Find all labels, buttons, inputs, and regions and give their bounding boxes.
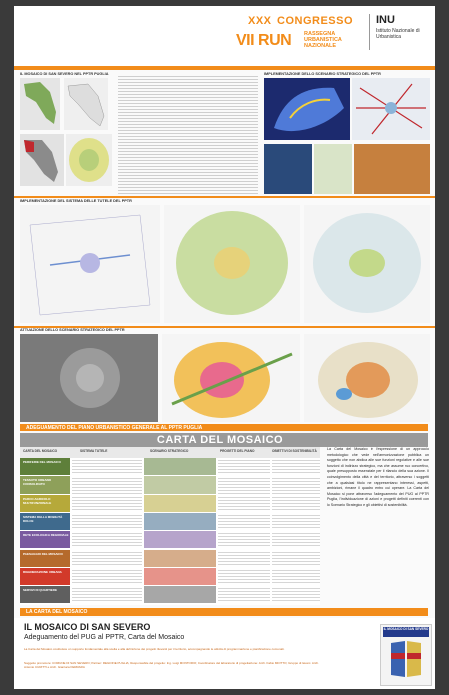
logo-vii-run: VII RUN: [236, 32, 292, 49]
table-header-3: SCENARIO STRATEGICO: [150, 449, 189, 453]
strategic-map-blue: [264, 78, 350, 140]
row-cell: [272, 568, 320, 585]
tutele-map-3: [304, 205, 430, 323]
row-cell: [72, 568, 142, 585]
row-cell: [144, 458, 216, 475]
table-row: [20, 458, 320, 475]
row-cell: [272, 513, 320, 530]
table-row: [20, 513, 320, 530]
row-cell: [144, 531, 216, 548]
row-cell: [218, 568, 270, 585]
bottom-panel: [14, 618, 435, 689]
row-cell: [272, 531, 320, 548]
table-row: [20, 495, 320, 512]
row-cell: [144, 476, 216, 493]
row-cell: [72, 586, 142, 603]
row-cell: [72, 458, 142, 475]
strategic-map-dark: [264, 144, 312, 194]
mosaico-map-yellow: [66, 134, 112, 186]
row-label: PAESAGGIO DEL MOSAICO: [23, 551, 63, 556]
table-header-2: SISTEMA TUTELE: [80, 449, 108, 453]
row-label-cell: [20, 495, 70, 512]
aerial-photo: [20, 334, 158, 422]
row-label-cell: [20, 513, 70, 530]
carta-table: [20, 447, 320, 605]
strategic-map-colored: [162, 334, 300, 422]
carta-title-band: [20, 433, 428, 447]
section-title-adeguamento: ADEGUAMENTO DEL PIANO URBANISTICO GENERALE AL PPTR PUGLIA: [26, 425, 203, 431]
puglia-map-white: [64, 78, 108, 130]
intro-text-block: [118, 74, 258, 194]
crest-box: [380, 624, 432, 686]
carta-table-header: [20, 447, 320, 458]
row-cell: [144, 586, 216, 603]
strategic-map-green: [314, 144, 352, 194]
row-label: TESSUTO URBANO CONSOLIDATO: [23, 478, 52, 487]
table-row: [20, 550, 320, 567]
row-cell: [272, 495, 320, 512]
row-cell: [218, 586, 270, 603]
row-cell: [72, 513, 142, 530]
row-cell: [272, 458, 320, 475]
table-row: [20, 531, 320, 548]
row-label: SERVIZI DI QUARTIERE: [23, 588, 57, 593]
row-label: RETE ECOLOGICA REGIONALE: [23, 533, 69, 538]
strategic-map-photo: [354, 144, 430, 194]
row-cell: [272, 550, 320, 567]
row-cell: [144, 495, 216, 512]
poster: [14, 6, 435, 689]
carta-footer-label: LA CARTA DEL MOSAICO: [26, 609, 88, 615]
row-label: RIGENERAZIONE URBANA: [23, 569, 62, 574]
carta-footer-band: [20, 608, 428, 616]
logo-separator: [369, 14, 370, 50]
row-cell: [218, 458, 270, 475]
row-label-cell: [20, 531, 70, 548]
header: [14, 6, 435, 66]
section-title-attuazione: ATTUAZIONE DELLO SCENARIO STRATEGICO DEL PPTR: [20, 328, 125, 332]
table-row: [20, 568, 320, 585]
poster-title: IL MOSAICO DI SAN SEVERO: [24, 622, 151, 632]
accent-bar-top: [14, 66, 435, 70]
row-label-cell: [20, 586, 70, 603]
row-cell: [144, 568, 216, 585]
section-title-implementazione-1: IMPLEMENTAZIONE DELLO SCENARIO STRATEGICO DEL PPTR: [264, 72, 381, 76]
poster-subtitle: Adeguamento del PUG al PPTR, Carta del Mosaico: [24, 634, 185, 641]
row-cell: [72, 495, 142, 512]
table-row: [20, 586, 320, 603]
row-cell: [144, 513, 216, 530]
strategic-map-network: [352, 78, 430, 140]
logo-xxx: XXX: [248, 15, 272, 27]
row-cell: [218, 513, 270, 530]
row-label-cell: [20, 550, 70, 567]
table-header-5: OBIETTIVI DI SOSTENIBILITÀ: [272, 449, 317, 453]
crest-icon: [381, 639, 431, 685]
section-title-implementazione-2: IMPLEMENTAZIONE DEL SISTEMA DELLE TUTELE DEL PPTR: [20, 199, 132, 203]
table-row: [20, 476, 320, 493]
row-cell: [72, 531, 142, 548]
logo-rassegna: RASSEGNA URBANISTICA NAZIONALE: [304, 31, 342, 49]
inu-subtitle: Istituto Nazionale di Urbanistica: [376, 28, 420, 40]
puglia-map-green: [20, 78, 60, 130]
row-cell: [72, 476, 142, 493]
carta-title: CARTA DEL MOSAICO: [156, 434, 284, 446]
logo-congresso: CONGRESSO: [277, 15, 354, 27]
row-cell: [218, 476, 270, 493]
poster-description: La Carta del Mosaico costituisce un supporto fondamentale alla scelta e alla definizione dei progetti rilevanti per il territorio, accompagnando le attività di programmazione e pianificazione comunali.: [24, 647, 285, 651]
poster-credits: Soggetto promotore: COMUNE DI SAN SEVERO; Partner: REGIONE PUGLIA; Responsabile del progetto: Ing. Luigi MONTORIO; Coordinatore del laboratorio di progettazione: Arch. Fabio MIOTTO; Gruppo di lavoro: Arch. Antonio CURITTI e Arch. Gianluca FERRARA: [24, 661, 319, 670]
row-cell: [218, 550, 270, 567]
tutele-map-1: [20, 205, 160, 323]
row-cell: [72, 550, 142, 567]
table-header-4: PROGETTI DEL PIANO: [220, 449, 255, 453]
row-cell: [144, 550, 216, 567]
carta-description: La Carta del Mosaico è l'espressione di un approccio metodologico che vede nell'armonizzazione pubblica un soggetto che non abdica alle sue funzioni regolative e alle sue funzioni di indirizzo strategico, ma che assume ruo concertivo, quale presupposto essenziale per il rilancio della sua azione. Il coinvolgimento della città e del territorio, attraverso i soggetti che a qualsiasi titolo ne rappresentano interessi, aspetti, ambizioni, rimane il quadro entro cui operare. La Carta del Mosaico si pone attraverso l'adeguamento del PUG al PPTR Puglia, l'individuazione di azioni e progetti definiti coerenti con lo Scenario Strategico e gli obiettivi di sostenibilità.: [327, 447, 429, 507]
row-label: PERIFERIE DEL MOSAICO: [23, 460, 61, 464]
puglia-map-red: [20, 134, 64, 186]
section-title-adeguamento-band: [20, 424, 428, 431]
row-cell: [272, 476, 320, 493]
table-header-1: CARTA DEL MOSAICO: [23, 449, 58, 453]
row-label-cell: [20, 458, 70, 475]
tutele-map-2: [164, 205, 300, 323]
row-label: SISTEMA DELLA MOBILITÀ DOLCE: [23, 514, 63, 523]
strategic-map-colored-2: [304, 334, 430, 422]
row-cell: [218, 495, 270, 512]
section-title-mosaico: IL MOSAICO DI SAN SEVERO NEL PPTR PUGLIA: [20, 72, 109, 76]
accent-bar-2: [14, 196, 435, 198]
row-label-cell: [20, 568, 70, 585]
inu-logo: INU: [376, 14, 395, 26]
row-label: PARCO AGRICOLO MULTIFUNZIONALE: [23, 496, 52, 505]
row-cell: [218, 531, 270, 548]
row-cell: [272, 586, 320, 603]
row-label-cell: [20, 476, 70, 493]
crest-label: IL MOSAICO DI SAN SEVERO: [383, 627, 429, 637]
